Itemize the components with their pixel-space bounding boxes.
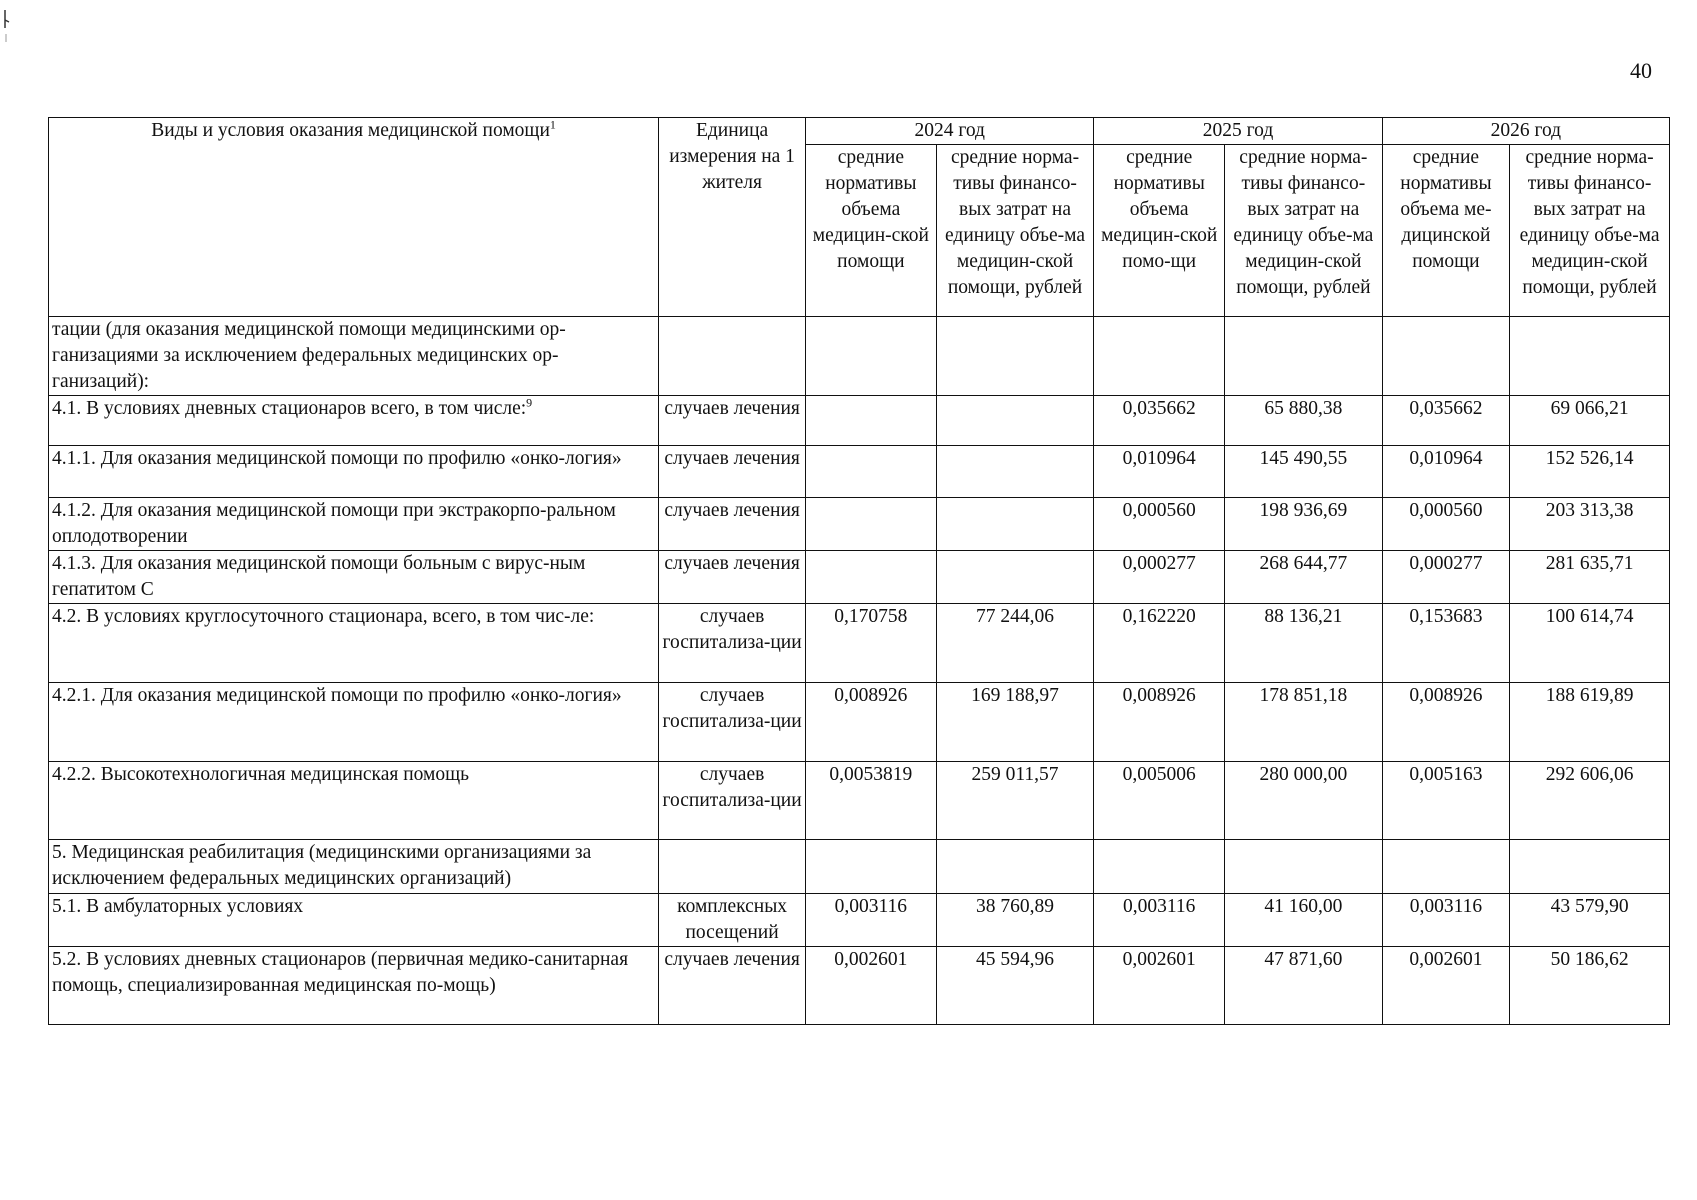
table-row — [49, 446, 1670, 498]
row-cost-2026 — [1510, 840, 1670, 894]
header-care-type: Виды и условия оказания медицинской помощи$^1$ — [49, 118, 659, 317]
row-cost-2025: 65 880,38 — [1225, 396, 1383, 446]
row-cost-2026: 203 313,38 — [1510, 498, 1670, 551]
row-volume-2026: 0,003116 — [1382, 894, 1509, 947]
row-volume-2026: 0,000560 — [1382, 498, 1509, 551]
row-unit: случаев лечения — [659, 446, 806, 498]
row-volume-2026: 0,008926 — [1382, 683, 1509, 762]
row-volume-2026: 0,035662 — [1382, 396, 1509, 446]
row-name: 5.1. В амбулаторных условиях — [49, 894, 659, 947]
row-volume-2025: 0,000560 — [1094, 498, 1225, 551]
header-volume-2025: средние нормативы объема медицин-ской помо-щи — [1094, 145, 1225, 317]
header-unit: Единица измерения на 1 жителя — [659, 118, 806, 317]
row-name: 4.1.1. Для оказания медицинской помощи по профилю «онко-логия» — [49, 446, 659, 498]
row-cost-2025 — [1225, 840, 1383, 894]
row-name: 4.2.1. Для оказания медицинской помощи по профилю «онко-логия» — [49, 683, 659, 762]
table-row — [49, 317, 1670, 396]
table-row — [49, 604, 1670, 683]
row-name: 4.1.2. Для оказания медицинской помощи при экстракорпо-ральном оплодотворении — [49, 498, 659, 551]
row-cost-2024: 259 011,57 — [936, 762, 1094, 840]
row-unit: случаев лечения — [659, 551, 806, 604]
row-volume-2026 — [1382, 840, 1509, 894]
row-cost-2024: 169 188,97 — [936, 683, 1094, 762]
row-unit: случаев госпитализа-ции — [659, 762, 806, 840]
row-cost-2025 — [1225, 317, 1383, 396]
row-volume-2025: 0,000277 — [1094, 551, 1225, 604]
row-volume-2024 — [806, 446, 937, 498]
row-cost-2026: 188 619,89 — [1510, 683, 1670, 762]
header-volume-2024: средние нормативы объема медицин-ской помощи — [806, 145, 937, 317]
table-row — [49, 551, 1670, 604]
row-volume-2024 — [806, 551, 937, 604]
row-volume-2026: 0,010964 — [1382, 446, 1509, 498]
row-unit — [659, 317, 806, 396]
row-volume-2024: 0,008926 — [806, 683, 937, 762]
row-cost-2025: 268 644,77 — [1225, 551, 1383, 604]
row-cost-2024 — [936, 551, 1094, 604]
row-cost-2026 — [1510, 317, 1670, 396]
header-cost-2025: средние норма-тивы финансо-вых затрат на единицу объе-ма медицин-ской помощи, рублей — [1225, 145, 1383, 317]
table-row — [49, 683, 1670, 762]
row-name: 4.2. В условиях круглосуточного стационара, всего, в том чис-ле: — [49, 604, 659, 683]
row-unit — [659, 840, 806, 894]
row-volume-2025 — [1094, 840, 1225, 894]
row-volume-2024 — [806, 840, 937, 894]
header-cost-2024: средние норма-тивы финансо-вых затрат на единицу объе-ма медицин-ской помощи, рублей — [936, 145, 1094, 317]
row-volume-2026 — [1382, 317, 1509, 396]
medical-care-standards-table — [48, 117, 1670, 1025]
table-row — [49, 762, 1670, 840]
header-cost-2026: средние норма-тивы финансо-вых затрат на единицу объе-ма медицин-ской помощи, рублей — [1510, 145, 1670, 317]
row-name: тации (для оказания медицинской помощи медицинскими ор-ганизациями за исключением федеральных медицинских ор-ганизаций): — [49, 317, 659, 396]
row-cost-2024: 45 594,96 — [936, 947, 1094, 1025]
row-volume-2024 — [806, 396, 937, 446]
row-cost-2025: 178 851,18 — [1225, 683, 1383, 762]
table-row — [49, 947, 1670, 1025]
row-name: 5.2. В условиях дневных стационаров (первичная медико-санитарная помощь, специализированная медицинская по-мощь) — [49, 947, 659, 1025]
row-cost-2026: 281 635,71 — [1510, 551, 1670, 604]
row-volume-2026: 0,002601 — [1382, 947, 1509, 1025]
row-cost-2024 — [936, 317, 1094, 396]
row-volume-2024 — [806, 498, 937, 551]
row-cost-2026: 69 066,21 — [1510, 396, 1670, 446]
row-unit: случаев лечения — [659, 947, 806, 1025]
row-volume-2026: 0,153683 — [1382, 604, 1509, 683]
row-cost-2026: 152 526,14 — [1510, 446, 1670, 498]
page-number: 40 — [1630, 58, 1652, 83]
row-cost-2026: 100 614,74 — [1510, 604, 1670, 683]
row-volume-2025: 0,005006 — [1094, 762, 1225, 840]
header-care-type-footnote: 1 — [549, 117, 556, 132]
table-row — [49, 894, 1670, 947]
row-cost-2026: 292 606,06 — [1510, 762, 1670, 840]
row-volume-2024: 0,170758 — [806, 604, 937, 683]
row-volume-2025: 0,162220 — [1094, 604, 1225, 683]
row-volume-2024: 0,0053819 — [806, 762, 937, 840]
row-name: 4.1. В условиях дневных стационаров всего, в том числе:$^9$ — [49, 396, 659, 446]
row-volume-2025: 0,008926 — [1094, 683, 1225, 762]
row-cost-2026: 43 579,90 — [1510, 894, 1670, 947]
row-cost-2025: 41 160,00 — [1225, 894, 1383, 947]
row-unit: случаев госпитализа-ции — [659, 604, 806, 683]
row-cost-2026: 50 186,62 — [1510, 947, 1670, 1025]
row-volume-2024: 0,002601 — [806, 947, 937, 1025]
row-cost-2025: 47 871,60 — [1225, 947, 1383, 1025]
row-cost-2024 — [936, 498, 1094, 551]
table-row — [49, 498, 1670, 551]
row-volume-2025: 0,002601 — [1094, 947, 1225, 1025]
row-cost-2024 — [936, 840, 1094, 894]
row-unit: случаев лечения — [659, 498, 806, 551]
row-name: 5. Медицинская реабилитация (медицинскими организациями за исключением федеральных медицинских организаций) — [49, 840, 659, 894]
row-cost-2025: 280 000,00 — [1225, 762, 1383, 840]
row-volume-2024 — [806, 317, 937, 396]
row-name: 4.1.3. Для оказания медицинской помощи больным с вирус-ным гепатитом С — [49, 551, 659, 604]
row-cost-2025: 88 136,21 — [1225, 604, 1383, 683]
row-volume-2025 — [1094, 317, 1225, 396]
row-unit: комплексных посещений — [659, 894, 806, 947]
row-cost-2024: 38 760,89 — [936, 894, 1094, 947]
row-volume-2026: 0,000277 — [1382, 551, 1509, 604]
row-volume-2024: 0,003116 — [806, 894, 937, 947]
row-cost-2025: 145 490,55 — [1225, 446, 1383, 498]
row-cost-2024 — [936, 446, 1094, 498]
row-volume-2025: 0,003116 — [1094, 894, 1225, 947]
header-year-2024: 2024 год — [806, 118, 1094, 145]
scan-artifact-mark — [4, 8, 10, 48]
header-year-2026: 2026 год — [1382, 118, 1669, 145]
header-volume-2026: средние нормативы объема ме-дицинской помощи — [1382, 145, 1509, 317]
row-unit: случаев лечения — [659, 396, 806, 446]
table-row — [49, 840, 1670, 894]
table-row — [49, 396, 1670, 446]
row-volume-2025: 0,035662 — [1094, 396, 1225, 446]
row-volume-2026: 0,005163 — [1382, 762, 1509, 840]
row-unit: случаев госпитализа-ции — [659, 683, 806, 762]
row-name-footnote: 9 — [526, 395, 533, 410]
row-cost-2025: 198 936,69 — [1225, 498, 1383, 551]
row-cost-2024 — [936, 396, 1094, 446]
row-name: 4.2.2. Высокотехнологичная медицинская помощь — [49, 762, 659, 840]
header-year-2025: 2025 год — [1094, 118, 1382, 145]
row-volume-2025: 0,010964 — [1094, 446, 1225, 498]
row-cost-2024: 77 244,06 — [936, 604, 1094, 683]
